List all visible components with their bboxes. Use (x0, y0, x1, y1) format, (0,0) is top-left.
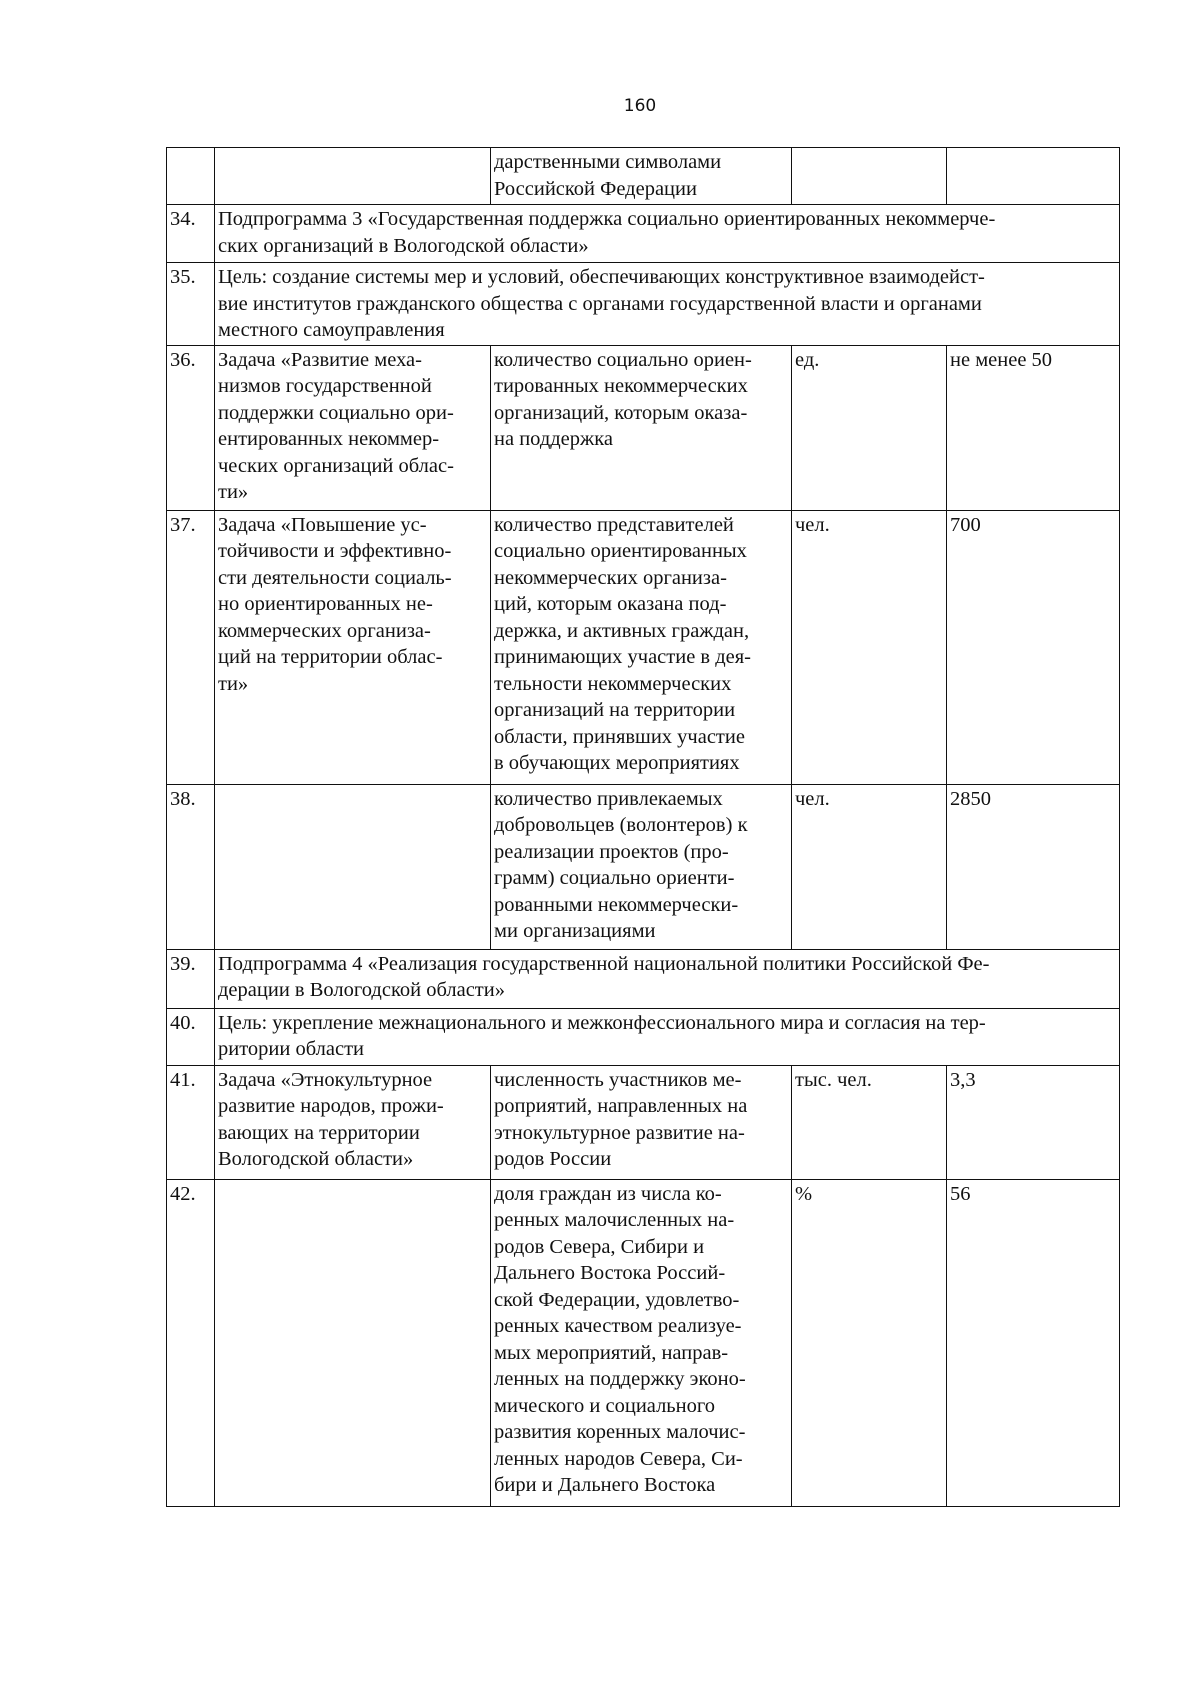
value-cell: не менее 50 (947, 345, 1120, 510)
task-cell: Задача «Развитие меха- низмов государственной поддержки социально ори- ентированных некоммер- ческих организаций облас- ти» (215, 345, 491, 510)
row-number: 37. (167, 510, 215, 784)
row-number: 35. (167, 263, 215, 346)
row-number: 34. (167, 205, 215, 263)
table-row (167, 205, 1120, 263)
indicator-cell: количество социально ориен- тированных некоммерческих организаций, которым оказа- на поддержка (491, 345, 792, 510)
value-cell: 2850 (947, 784, 1120, 949)
row-number: 41. (167, 1065, 215, 1179)
table-row (167, 1179, 1120, 1506)
table-row (167, 345, 1120, 510)
indicator-cell: доля граждан из числа ко- ренных малочисленных на- родов Севера, Сибири и Дальнего Востока Россий- ской Федерации, удовлетво- ренных качеством реализуе- мых мероприятий, направ- ленных на поддержку эконо- мического и социального развития коренных малочис- ленных народов Севера, Си- бири и Дальнего Востока (491, 1179, 792, 1506)
row-number: 36. (167, 345, 215, 510)
task-cell (215, 148, 491, 205)
table-row (167, 1065, 1120, 1179)
value-cell: 3,3 (947, 1065, 1120, 1179)
value-cell: 700 (947, 510, 1120, 784)
table-row (167, 949, 1120, 1008)
table-row (167, 784, 1120, 949)
table-row (167, 148, 1120, 205)
unit-cell: тыс. чел. (792, 1065, 947, 1179)
table-row (167, 263, 1120, 346)
row-number: 38. (167, 784, 215, 949)
row-number: 42. (167, 1179, 215, 1506)
task-cell: Задача «Этнокультурное развитие народов, прожи- вающих на территории Вологодской области» (215, 1065, 491, 1179)
task-cell: Задача «Повышение ус- тойчивости и эффективно- сти деятельности социаль- но ориентированных не- коммерческих организа- ций на территории облас- ти» (215, 510, 491, 784)
value-cell (947, 148, 1120, 205)
indicators-table (166, 147, 1120, 1507)
unit-cell: чел. (792, 510, 947, 784)
task-cell (215, 1179, 491, 1506)
subprogram-cell: Подпрограмма 4 «Реализация государственной национальной политики Российской Фе- дерации в Вологодской области» (215, 949, 1120, 1008)
subprogram-cell: Подпрограмма 3 «Государственная поддержка социально ориентированных некоммерче- ских организаций в Вологодской области» (215, 205, 1120, 263)
row-number: 40. (167, 1008, 215, 1065)
unit-cell (792, 148, 947, 205)
table-row (167, 510, 1120, 784)
page-number: 160 (623, 96, 657, 116)
goal-cell: Цель: создание системы мер и условий, обеспечивающих конструктивное взаимодейст- вие институтов гражданского общества с органами государственной власти и органами местного самоуправления (215, 263, 1120, 346)
unit-cell: ед. (792, 345, 947, 510)
task-cell (215, 784, 491, 949)
unit-cell: % (792, 1179, 947, 1506)
goal-cell: Цель: укрепление межнационального и межконфессионального мира и согласия на тер- ритории области (215, 1008, 1120, 1065)
indicator-cell: количество представителей социально ориентированных некоммерческих организа- ций, которым оказана под- держка, и активных граждан, принимающих участие в дея- тельности некоммерческих организаций на территории области, принявших участие в обучающих мероприятиях (491, 510, 792, 784)
row-number (167, 148, 215, 205)
table-row (167, 1008, 1120, 1065)
indicator-cell: численность участников ме- роприятий, направленных на этнокультурное развитие на- родов России (491, 1065, 792, 1179)
indicator-cell: дарственными символами Российской Федерации (491, 148, 792, 205)
indicator-cell: количество привлекаемых добровольцев (волонтеров) к реализации проектов (про- грамм) социально ориенти- рованными некоммерчески- ми организациями (491, 784, 792, 949)
unit-cell: чел. (792, 784, 947, 949)
row-number: 39. (167, 949, 215, 1008)
value-cell: 56 (947, 1179, 1120, 1506)
